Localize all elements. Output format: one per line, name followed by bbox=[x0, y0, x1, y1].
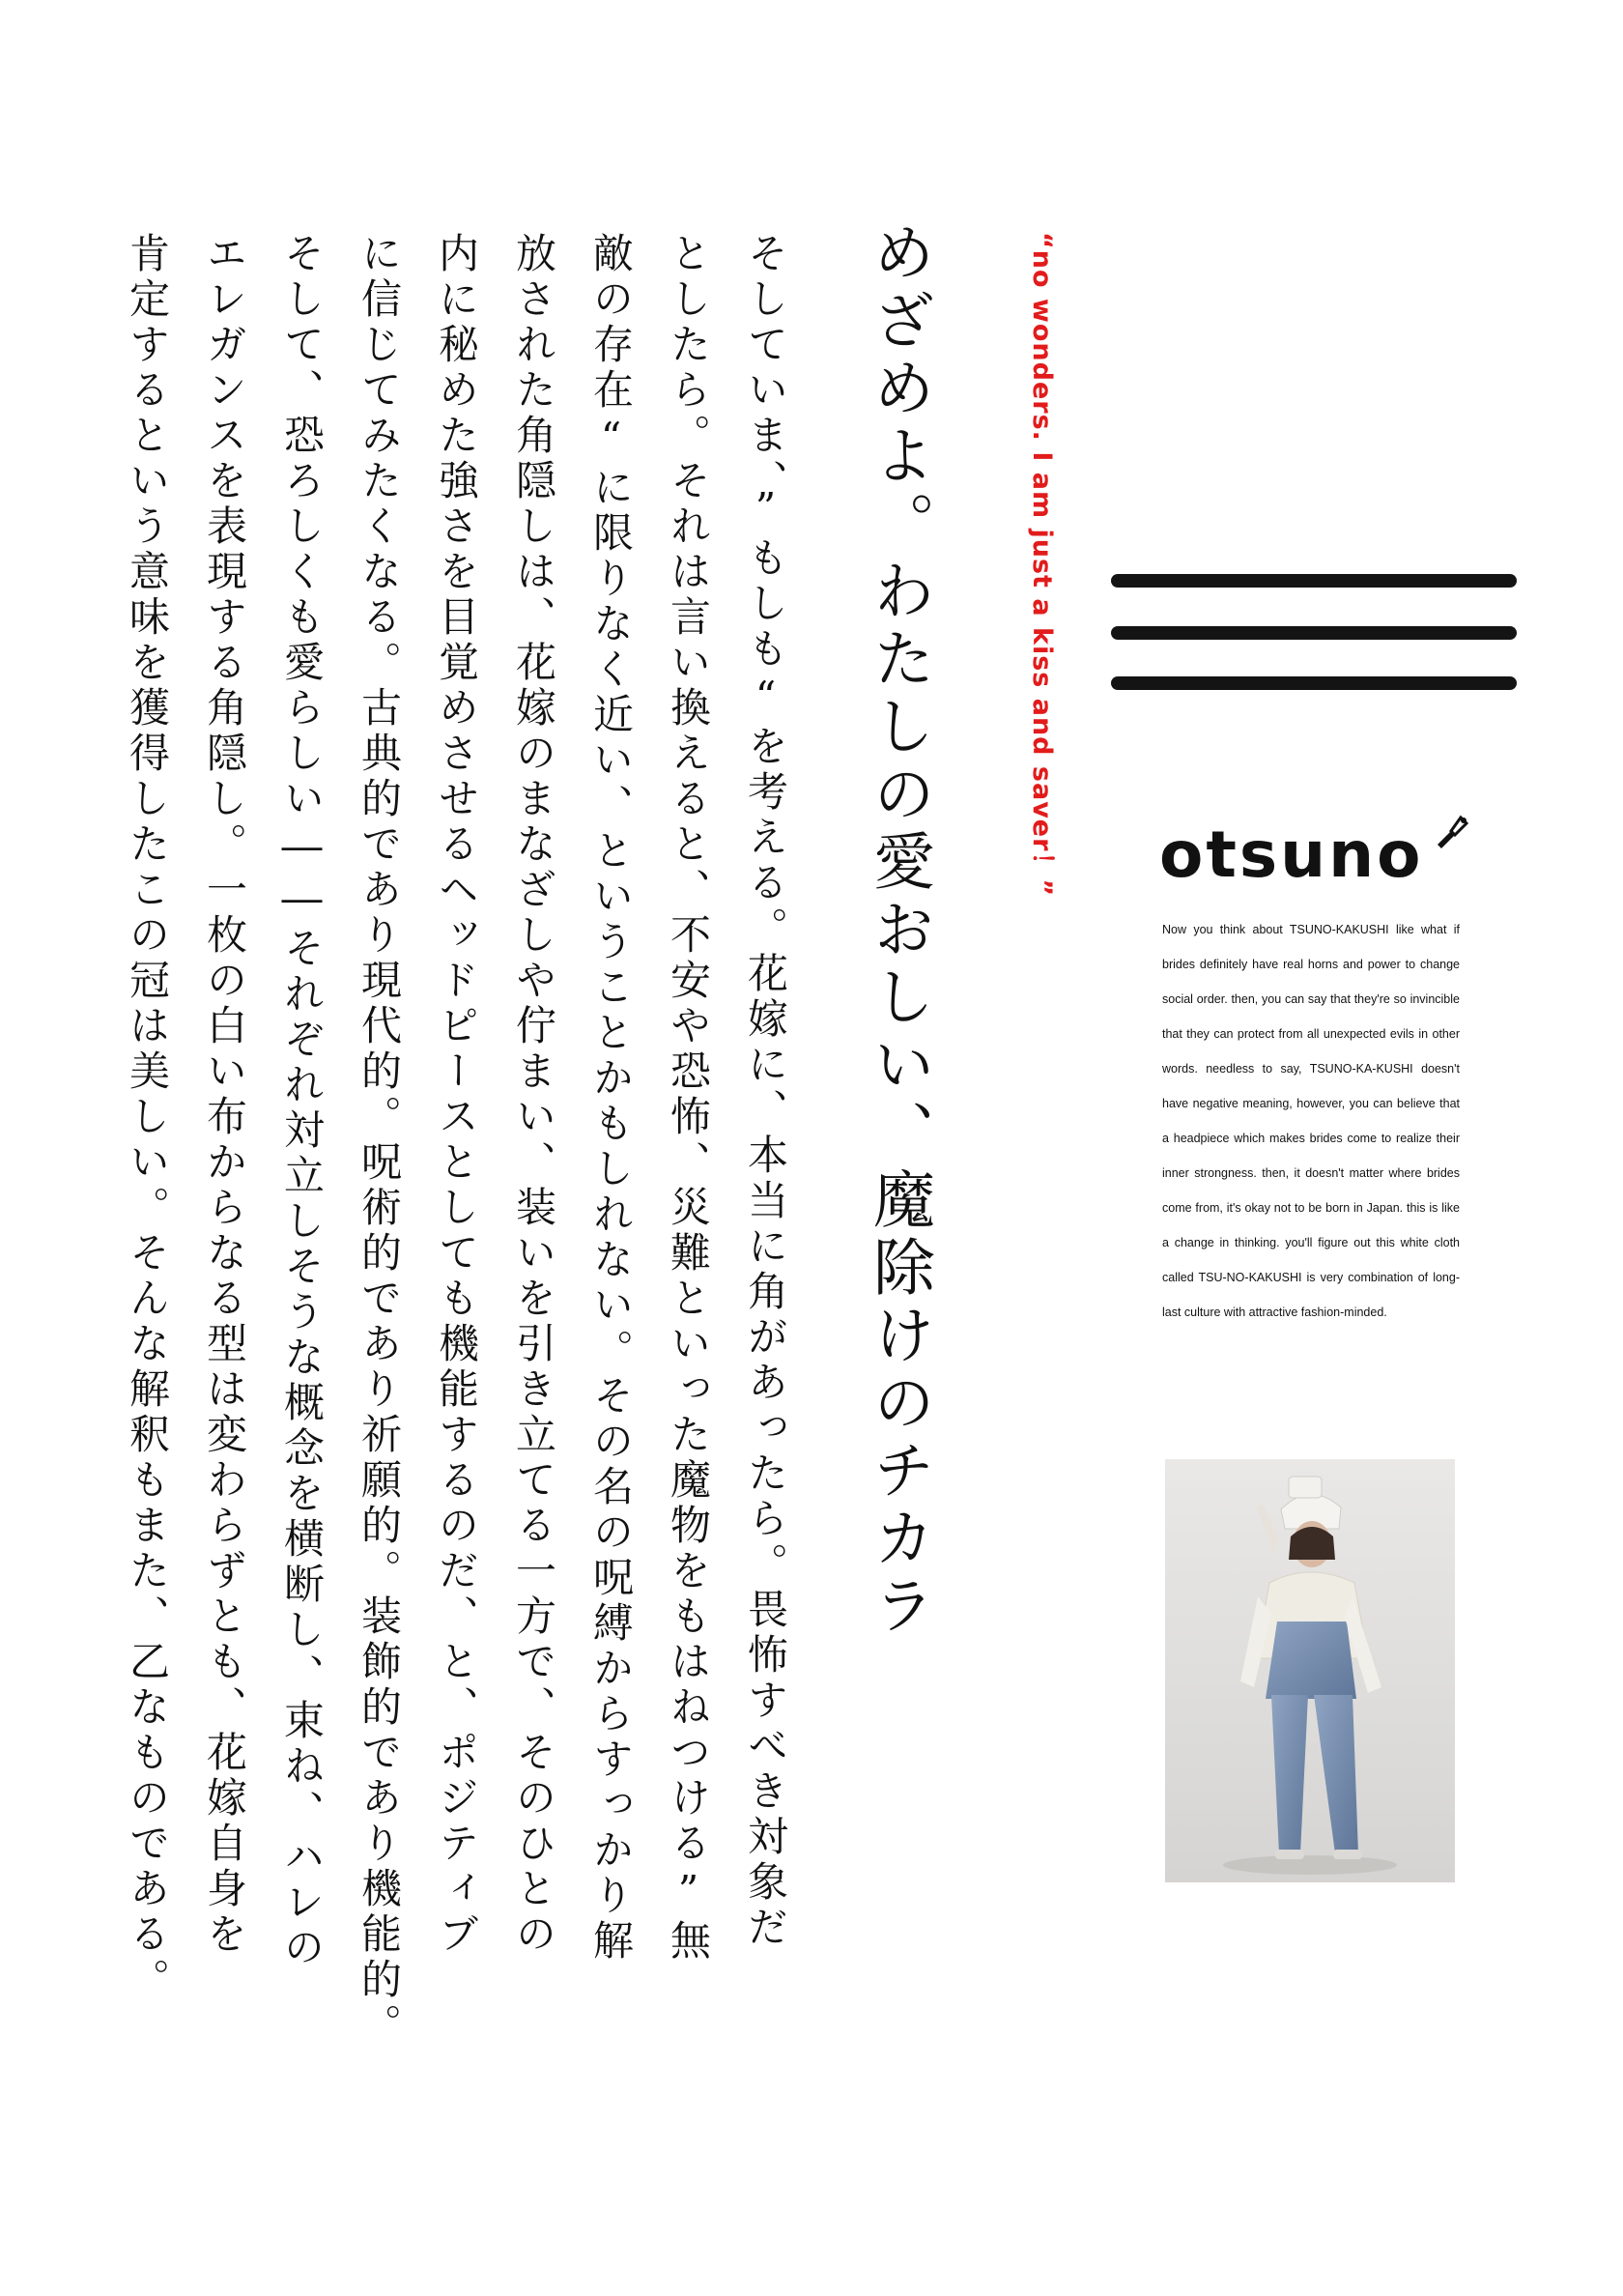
body-column: そしていま、”もしも“を考える。花嫁に、本当に角があったら。畏怖すべき対象だ bbox=[742, 232, 789, 1951]
body-column: としたら。それは言い換えると、不安や恐怖、災難といった魔物をもはねつける”無 bbox=[665, 232, 712, 1965]
brand-logo: otsuno bbox=[1159, 818, 1424, 892]
english-tagline: “no wonders. I am just a kiss and saver！” bbox=[1027, 232, 1057, 898]
model-photo bbox=[1165, 1459, 1455, 1882]
body-column: に信じてみたくなる。古典的であり現代的。呪術的であり祈願的。装飾的であり機能的。 bbox=[356, 232, 403, 2049]
decorative-stripe bbox=[1111, 676, 1517, 690]
body-column: 肯定するという意味を獲得したこの冠は美しい。そんな解釈もまた、乙なものである。 bbox=[124, 232, 171, 2003]
decorative-stripe bbox=[1111, 626, 1517, 640]
body-column: そして、恐ろしくも愛らしい――それぞれ対立しそうな概念を横断し、束ね、ハレの bbox=[278, 232, 326, 1971]
decorative-stripe bbox=[1111, 574, 1517, 588]
headline: めざめよ。わたしの愛おしい、魔除けのチカラ bbox=[863, 220, 934, 1641]
body-column: 敵の存在“に限りなく近い、ということかもしれない。その名の呪縛からすっかり解 bbox=[587, 232, 635, 1965]
body-column: 放された角隠しは、花嫁のまなざしや佇まい、装いを引き立てる一方で、そのひとの bbox=[510, 232, 557, 1958]
body-column: エレガンスを表現する角隠し。一枚の白い布からなる型は変わらずとも、花嫁自身を bbox=[201, 232, 248, 1958]
body-copy bbox=[108, 232, 804, 2165]
body-column: 内に秘めた強さを目覚めさせるヘッドピースとしても機能するのだ、と、ポジティブ bbox=[433, 232, 480, 1958]
pen-nib-icon bbox=[1432, 810, 1472, 850]
brand-description: Now you think about TSUNO-KAKUSHI like what if brides definitely have real horns and power to change social order. then, you can say that they're so invincible that they can protect from all unexpected evils in other words. needless to say, TSUNO-KA-KUSHI doesn't have negative meaning, however, you can believe that a headpiece which makes brides come to realize their inner strongness. then, it doesn't matter where brides come from, it's okay not to be born in Japan. this is like a change in thinking. you'll figure out this white cloth called TSU-NO-KAKUSHI is very combination of long-last culture with attractive fashion-minded. bbox=[1162, 923, 1460, 1319]
